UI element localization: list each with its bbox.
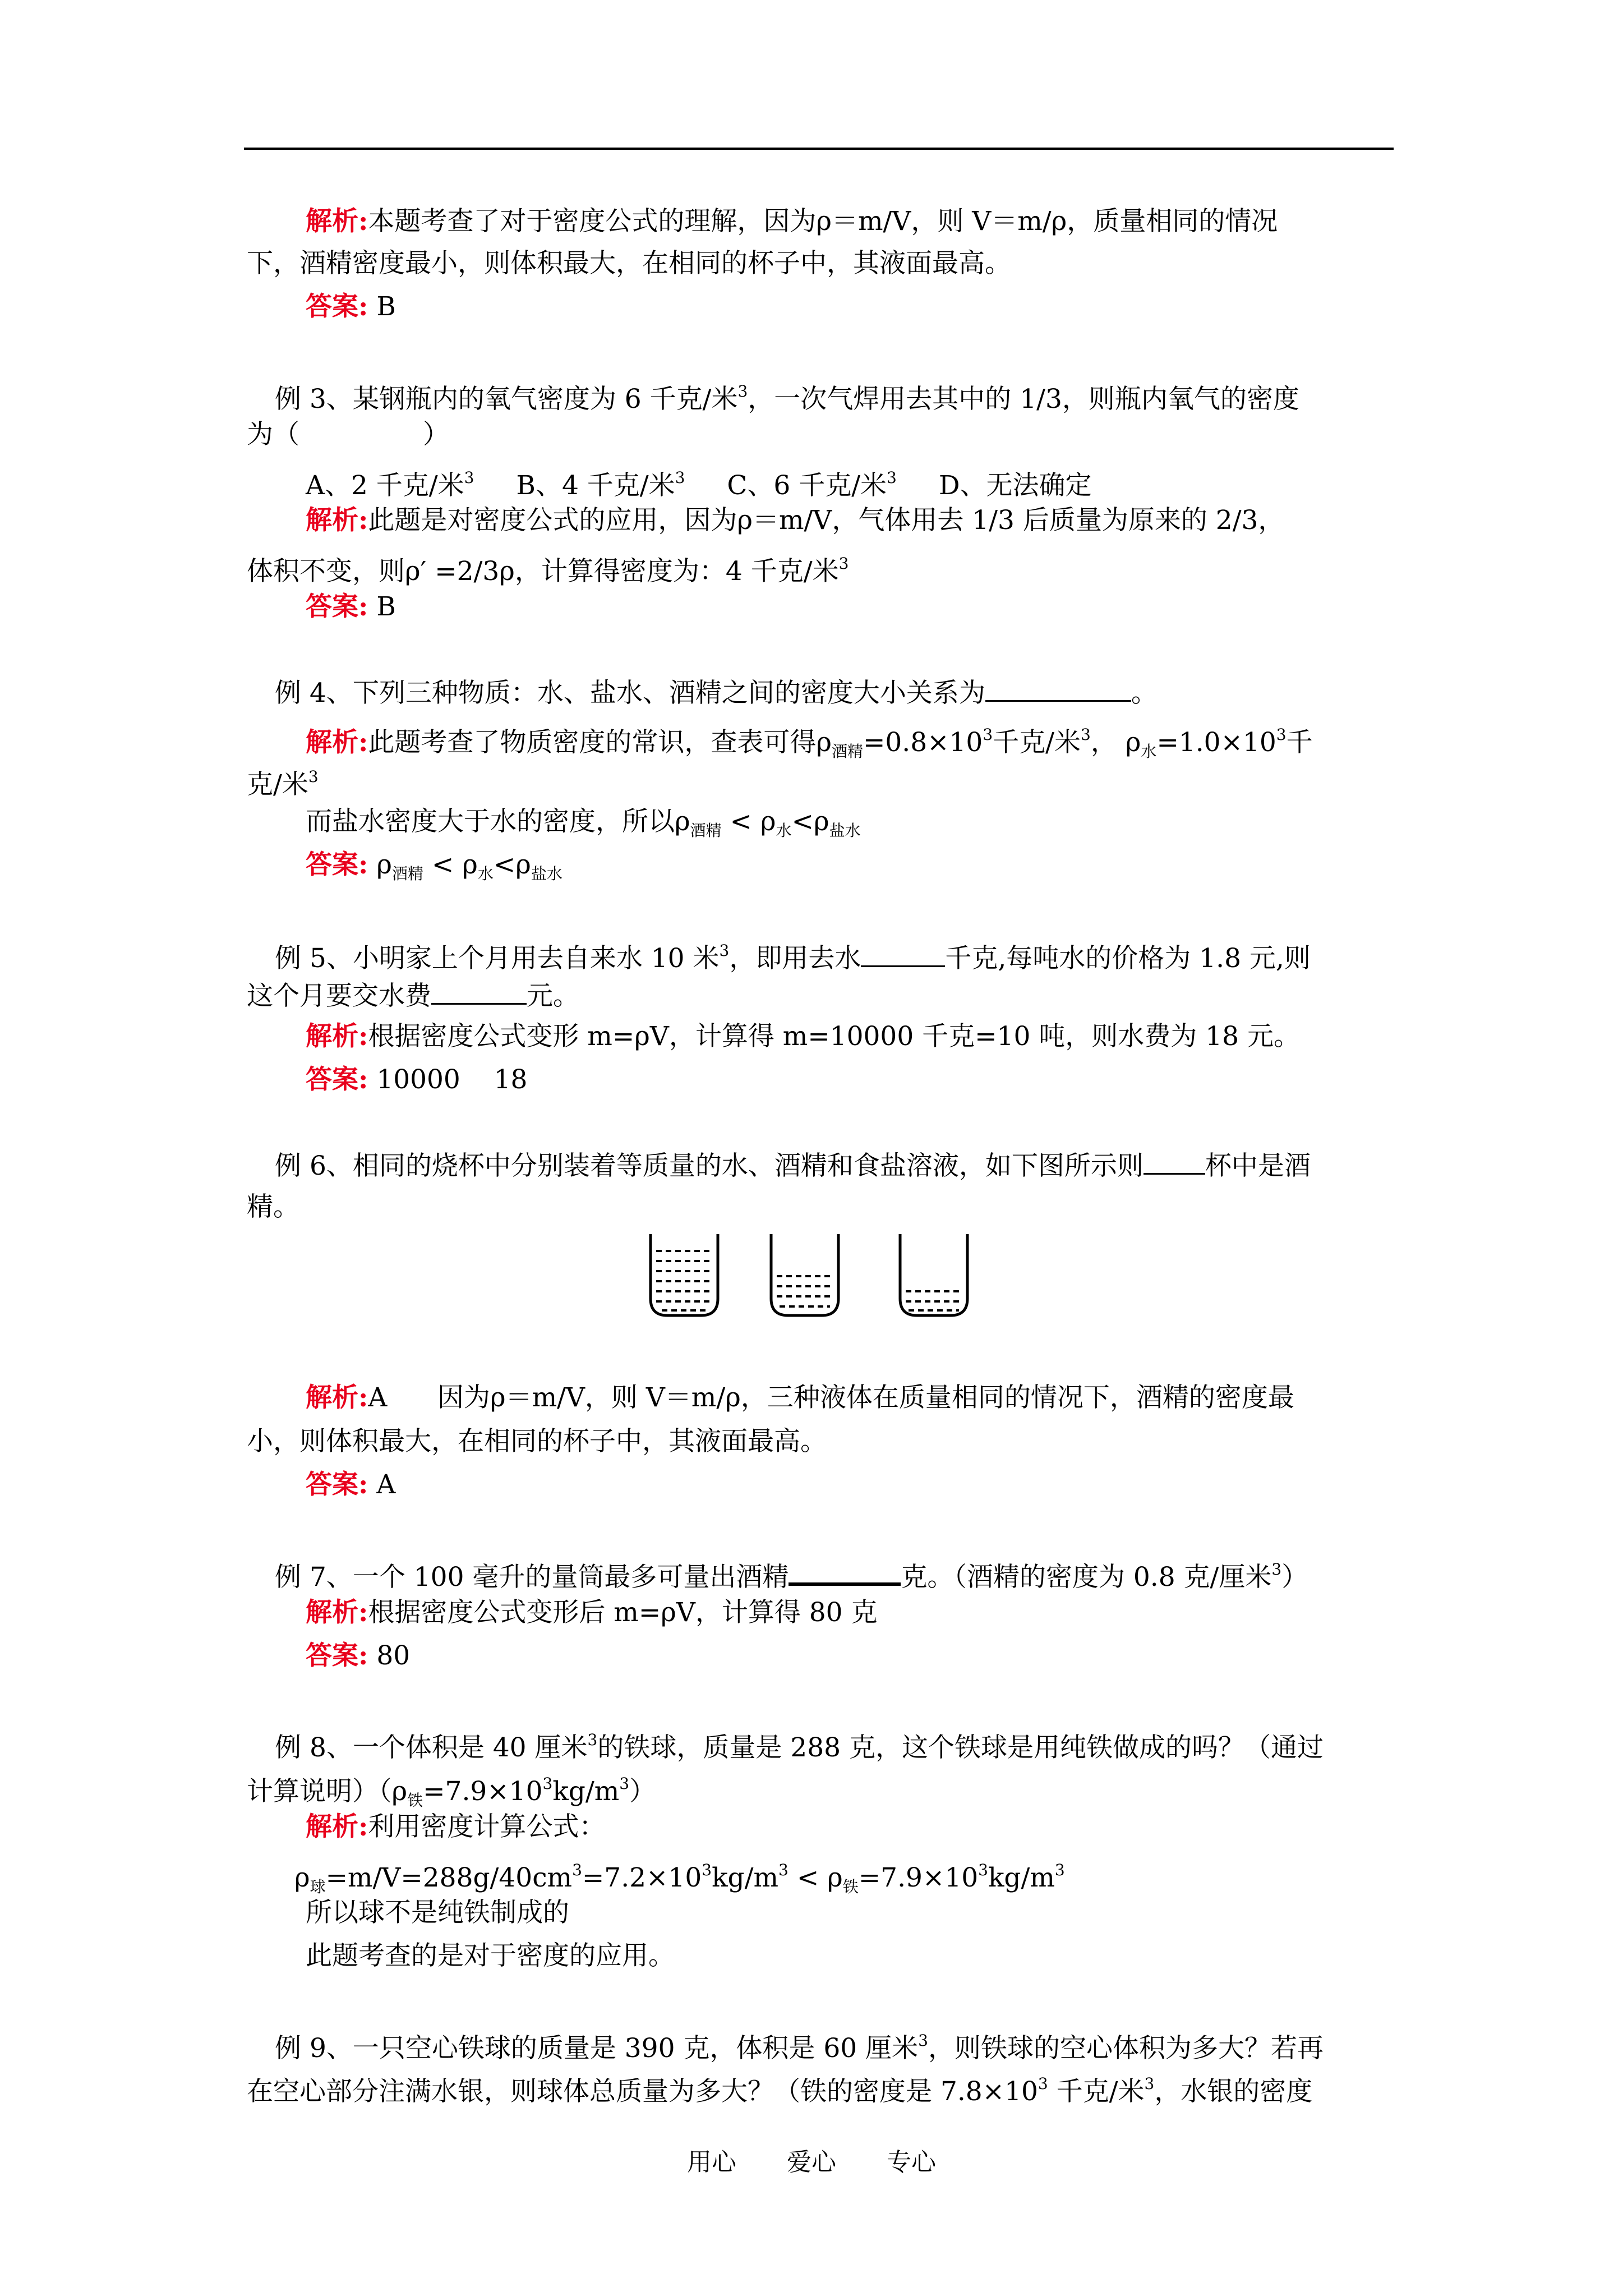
example-8-line-1: 例 8、一个体积是 40 厘米$^3$的铁球，质量是 288 克，这个铁球是用纯铁做成的吗？（通过 [275,1731,1324,1763]
analysis-8-line-4: 此题考查的是对于密度的应用。 [306,1940,675,1971]
example-8-line-2: 计算说明）$(\rho_铁=7.9\times 10^3kg/m^3)$ [247,1774,656,1810]
header-rule [244,148,1394,150]
footer-word-2: 爱心 [787,2148,836,2177]
example-3-line-2: 为（ ） [247,419,449,450]
page-footer [0,2142,1623,2178]
analysis-7: 解析:根据密度公式变形后 m=ρV，计算得 80 克 [306,1597,878,1628]
analysis-4-line-3: 而盐水密度大于水的密度，所以$\rho_{酒精} < \rho_水<\rho_{盐水}$ [306,806,861,840]
analysis-3-line-2: 体积不变，则ρ′ =2/3ρ，计算得密度为：4 千克/米$^3$ [247,554,849,587]
example-5-line-2: 这个月要交水费 元。 [247,977,579,1013]
analysis-8-line-3: 所以球不是纯铁制成的 [306,1897,569,1928]
answer-6: 答案: A [306,1469,396,1500]
answer-3: 答案: B [306,591,396,622]
example-3-options: A、2 千克/米$^3$ B、4 千克/米$^3$ C、6 千克/米$^3$ D、无法确定 [306,468,1092,501]
beaker-a [651,1234,718,1315]
beakers-figure [639,1228,987,1374]
footer-word-1: 用心 [687,2148,736,2177]
analysis-8-line-2: $\rho_球=m/V=288g/40cm^3=7.2\times 10^3kg/m^3 < \rho_铁=7.9\times 10^3kg/m^3$ [294,1861,1065,1896]
analysis-1-line-2: 下，酒精密度最小，则体积最大，在相同的杯子中，其液面最高。 [247,248,1011,279]
example-6-blank [1144,1147,1205,1175]
answer-7: 答案: 80 [306,1640,411,1671]
example-7-blank [789,1557,901,1586]
example-6-line-1: 例 6、相同的烧杯中分别装着等质量的水、酒精和食盐溶液，如下图所示则 杯中是酒 [275,1147,1311,1183]
beaker-b [771,1234,838,1315]
analysis-6-line-2: 小，则体积最大，在相同的杯子中，其液面最高。 [247,1426,827,1457]
example-5-blank-1 [861,940,945,967]
beaker-c [900,1234,967,1315]
answer-1: 答案: B [306,291,396,322]
example-4-blank [985,674,1131,702]
answer-4: 答案: $\rho_{酒精} < \rho_水<\rho_{盐水}$ [306,849,562,883]
analysis-5: 解析:根据密度公式变形 m=ρV，计算得 m=10000 千克=10 吨，则水费为 18 元。 [306,1021,1300,1052]
analysis-8-line-1: 解析:利用密度计算公式： [306,1811,606,1842]
analysis-3-line-1: 解析:此题是对密度公式的应用，因为ρ＝m/V，气体用去 1/3 后质量为原来的 2/3， [306,505,1285,536]
analysis-4-line-2: 克/米$^3$ [247,767,319,800]
example-9-line-2: 在空心部分注满水银，则球体总质量为多大？（铁的密度是 $7.8\times 10^3$ 千克/米$^3$，水银的密度 [247,2074,1313,2107]
beaker-a-liquid [656,1251,712,1310]
analysis-6-line-1: 解析:A 因为ρ＝m/V，则 V＝m/ρ，三种液体在质量相同的情况下，酒精的密度最 [306,1382,1294,1413]
example-5-line-1: 例 5、小明家上个月用去自来水 10 米$^3$，即用去水 千克,每吨水的价格为 1.8 元,则 [275,934,1311,976]
example-4: 例 4、下列三种物质：水、盐水、酒精之间的密度大小关系为 。 [275,674,1158,710]
example-9-line-1: 例 9、一只空心铁球的质量是 390 克，体积是 60 厘米$^3$，则铁球的空心体积为多大？若再 [275,2031,1324,2064]
example-6-line-2: 精。 [247,1191,299,1222]
footer-word-3: 专心 [887,2148,936,2177]
example-7: 例 7、一个 100 毫升的量筒最多可量出酒精 克。（酒精的密度为 0.8 克/厘米$^3$） [275,1553,1308,1594]
answer-5: 答案: 10000 18 [306,1064,528,1095]
example-5-blank-2 [431,977,527,1005]
analysis-4-line-1: 解析:此题考查了物质密度的常识，查表可得$\rho_{酒精}=0.8\times 10^3$千克/米$^3$， $\rho_水=1.0\times 10^3$千 [306,725,1313,761]
beaker-b-liquid [777,1276,833,1306]
example-3-line-1: 例 3、某钢瓶内的氧气密度为 6 千克/米$^3$，一次气焊用去其中的 1/3，则瓶内氧气的密度 [275,382,1299,415]
beaker-c-liquid [906,1291,962,1310]
analysis-1-line-1: 解析:本题考查了对于密度公式的理解，因为ρ＝m/V，则 V＝m/ρ，质量相同的情况 [306,206,1278,237]
